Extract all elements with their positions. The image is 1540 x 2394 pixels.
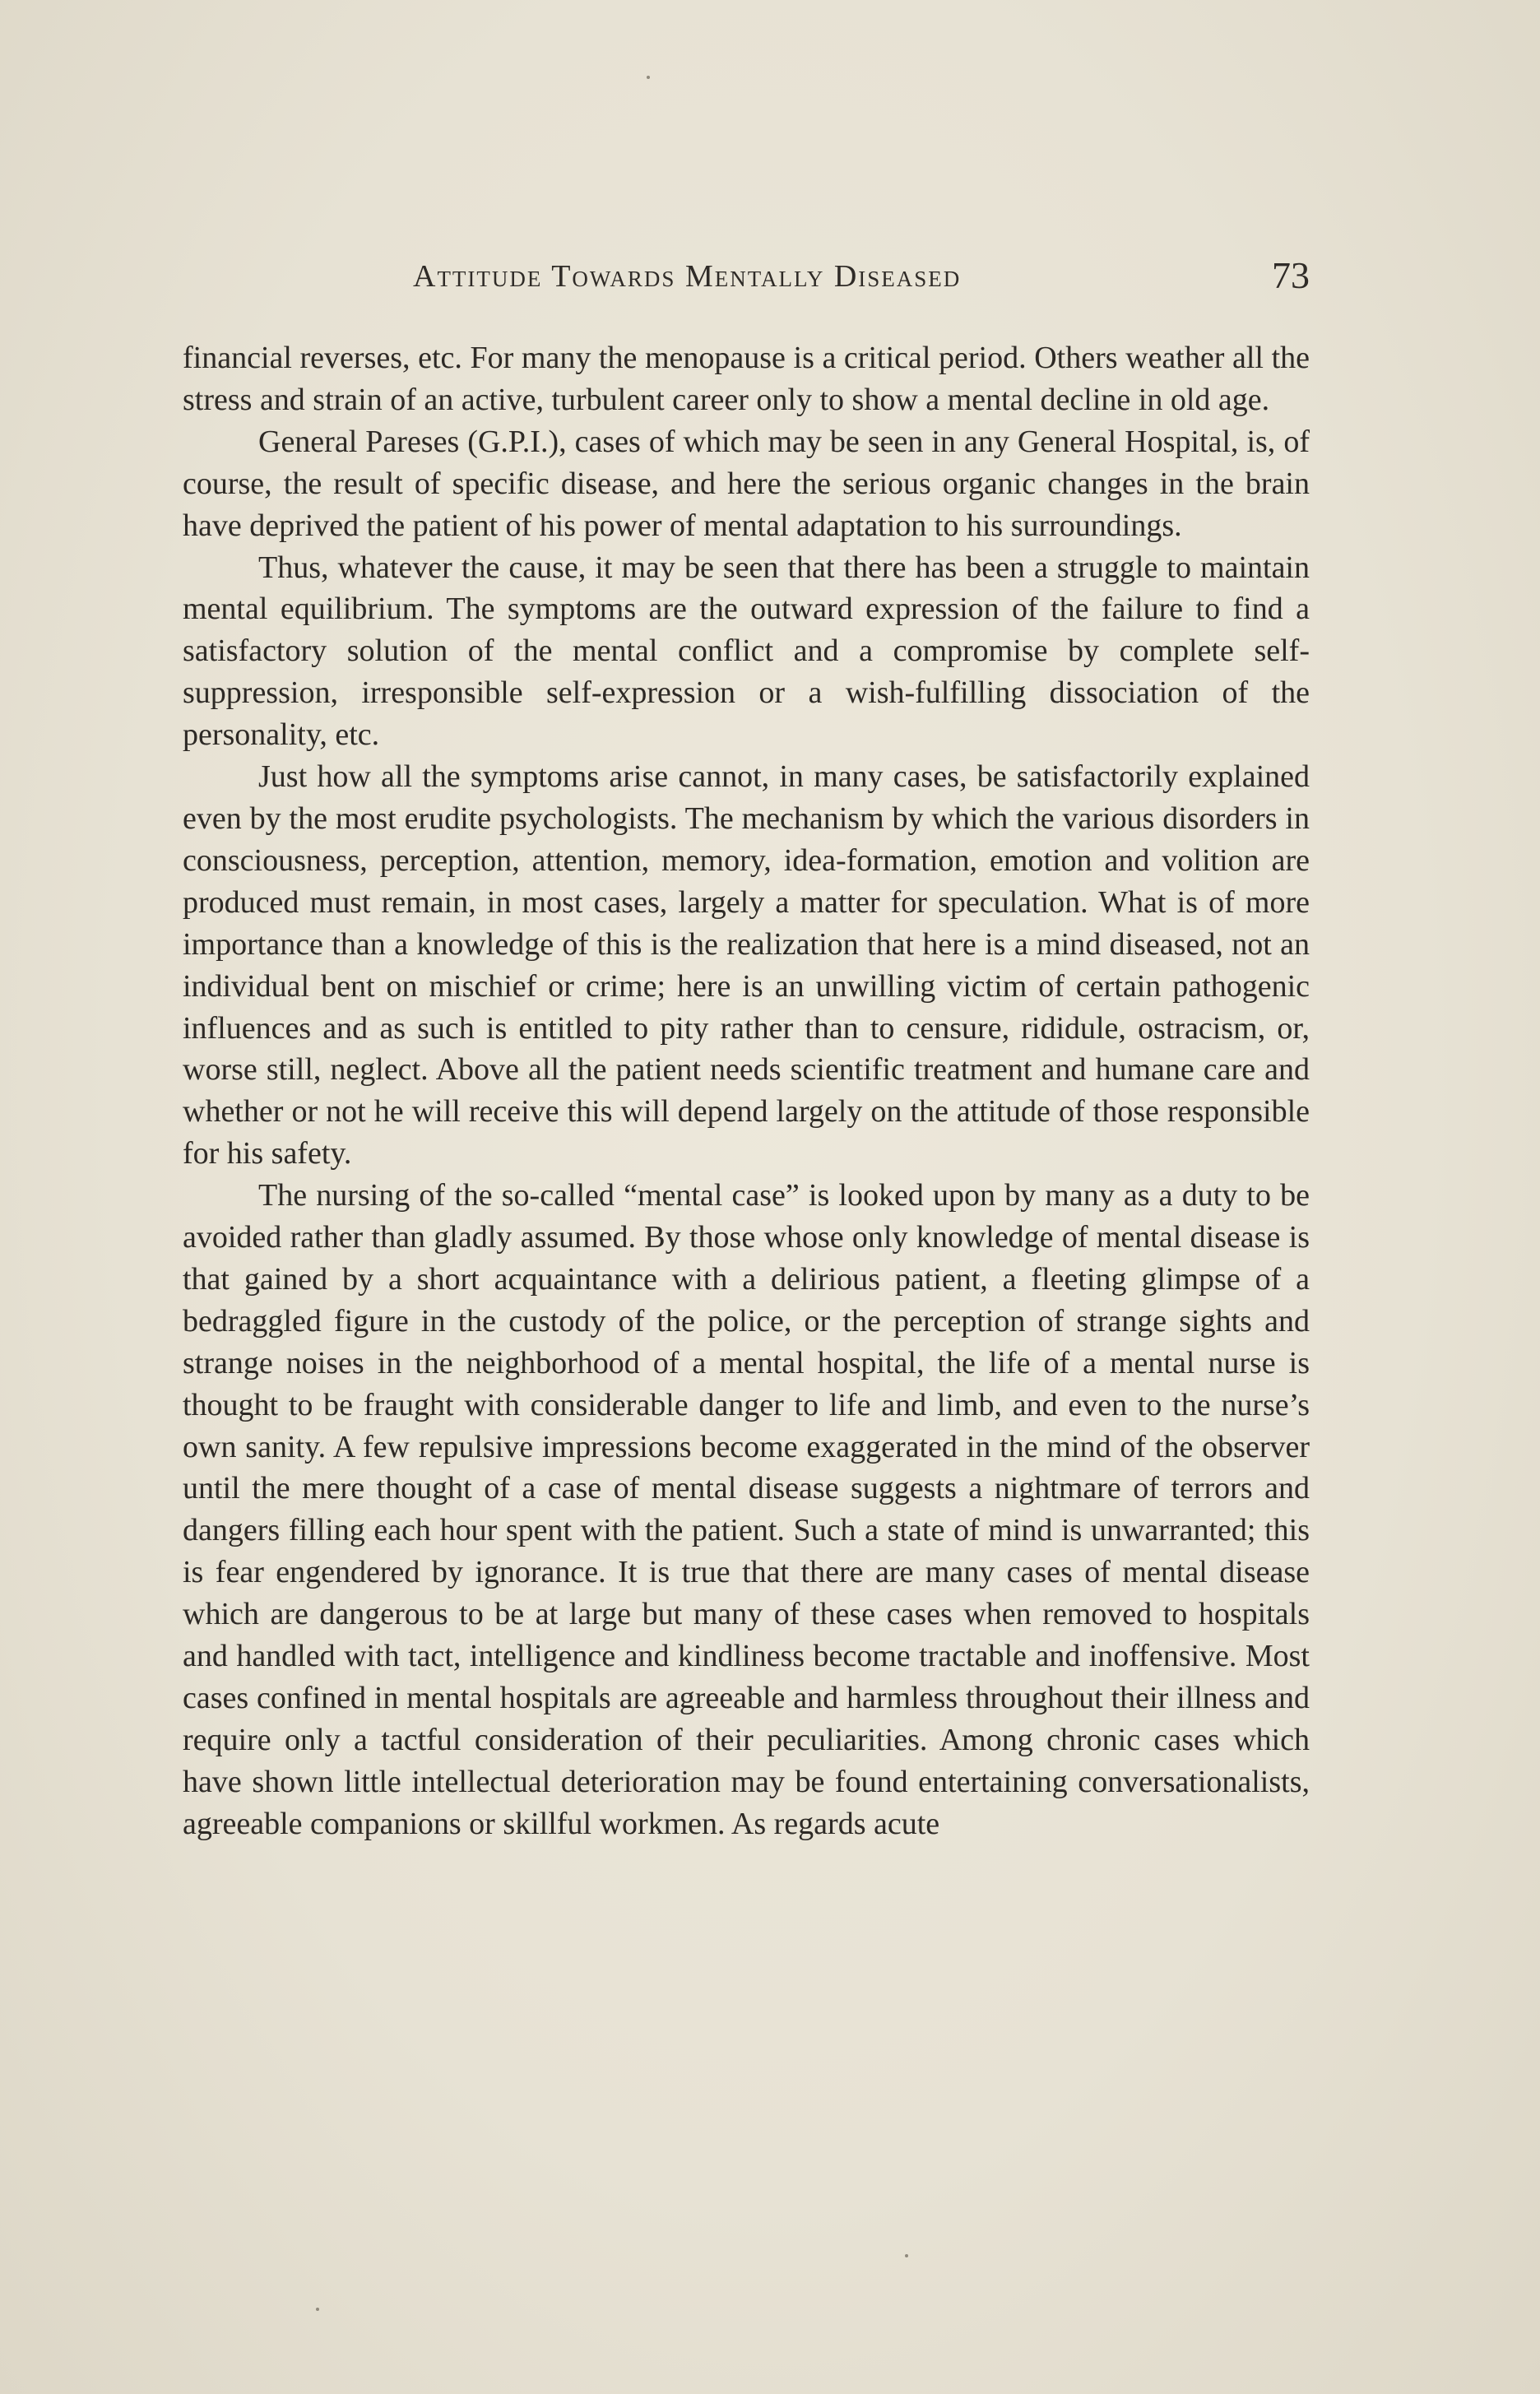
paper-speck — [905, 2254, 908, 2257]
paper-speck — [316, 2308, 319, 2311]
paper-speck — [647, 76, 650, 79]
paragraph: Thus, whatever the cause, it may be seen that there has been a struggle to maintain mental equilibrium. The symptoms are the outward expression of the failure to find a satisfactory solution of the mental conflict and a compromise by complete self-suppression, irresponsible self-expression or a wish-fulfilling dissociation of the personality, etc. — [183, 550, 1310, 753]
body-text — [183, 337, 1310, 1845]
running-title: Attitude Towards Mentally Diseased — [413, 259, 962, 294]
paragraph: The nursing of the so-called “mental case” is looked upon by many as a duty to be avoided rather than gladly assumed. By those whose only knowledge of mental disease is that gained by a short acquaintance with a delirious patient, a fleeting glimpse of a bedraggled figure in the custody of the police, or the perception of strange sights and strange noises in the neighborhood of a mental hospital, the life of a mental nurse is thought to be fraught with considerable danger to life and limb, and even to the nurse’s own sanity. A few repulsive impressions become exaggerated in the mind of the observer until the mere thought of a case of mental disease suggests a nightmare of terrors and dangers filling each hour spent with the patient. Such a state of mind is unwarranted; this is fear engendered by ignorance. It is true that there are many cases of mental disease which are dangerous to be at large but many of these cases when removed to hospitals and handled with tact, intelligence and kindliness become tractable and inoffensive. Most cases confined in mental hospitals are agreeable and harmless throughout their illness and require only a tactful consideration of their peculiarities. Among chronic cases which have shown little intellectual deterioration may be found entertaining conversationalists, agreeable companions or skillful workmen. As regards acute — [183, 1178, 1310, 1841]
running-head — [183, 253, 1310, 303]
page-number: 73 — [1272, 254, 1310, 296]
paragraph: General Pareses (G.P.I.), cases of which may be seen in any General Hospital, is, of course, the result of specific disease, and here the serious organic changes in the brain have deprived the patient of his power of mental adaptation to his surroundings. — [183, 424, 1310, 543]
paragraph-continued: financial reverses, etc. For many the menopause is a critical period. Others weather all the stress and strain of an active, turbulent career only to show a mental decline in old age. — [183, 341, 1310, 417]
paragraph: Just how all the symptoms arise cannot, in many cases, be satisfactorily explained even by the most erudite psychologists. The mechanism by which the various disorders in consciousness, perception, attention, memory, idea-formation, emotion and volition are produced must remain, in most cases, largely a matter for speculation. What is of more importance than a knowledge of this is the realization that here is a mind diseased, not an individual bent on mischief or crime; here is an unwilling victim of certain pathogenic influences and as such is entitled to pity rather than to censure, rididule, ostracism, or, worse still, neglect. Above all the patient needs scientific treatment and humane care and whether or not he will receive this will depend largely on the attitude of those responsible for his safety. — [183, 759, 1310, 1171]
